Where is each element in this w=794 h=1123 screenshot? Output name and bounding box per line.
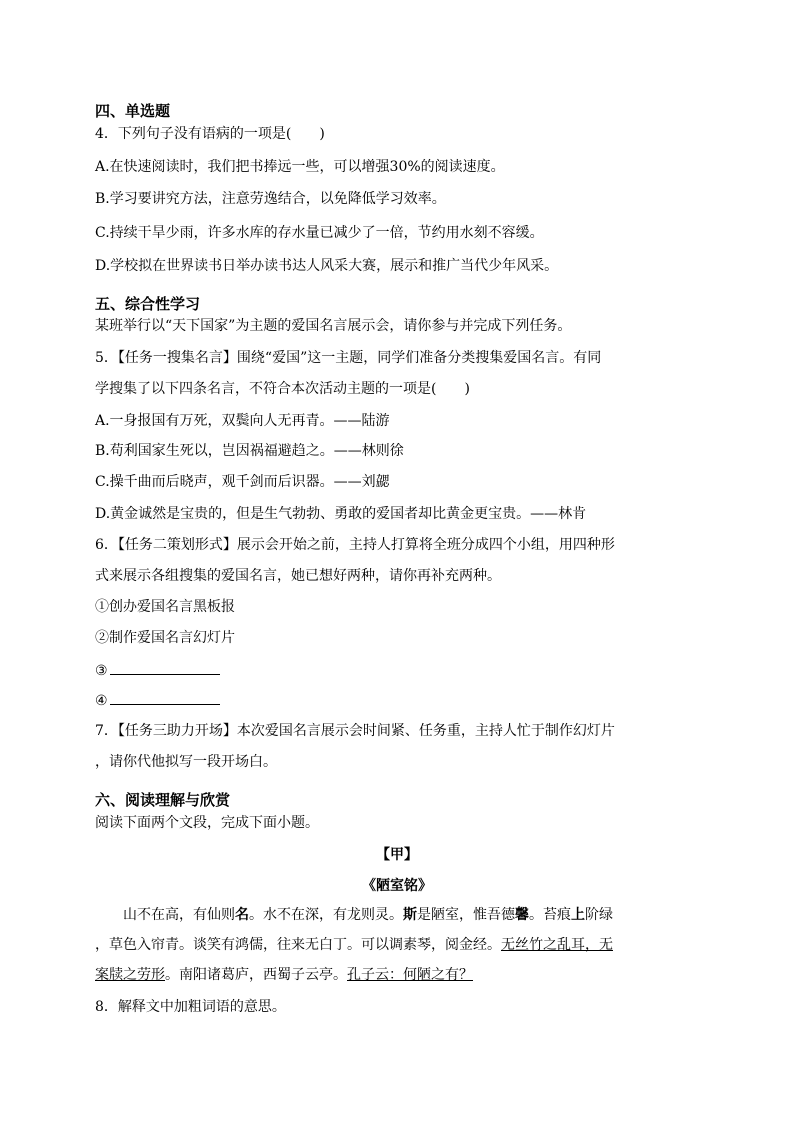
question-5-stem-line-2: 学搜集了以下四条名言，不符合本次活动主题的一项是( ) [95,381,470,397]
q6-item-1: ①创办爱国名言黑板报 [95,599,235,615]
poem-text: 阶绿 [585,907,613,923]
q4-option-b[interactable]: B.学习要讲究方法，注意劳逸结合，以免降低学习效率。 [95,191,446,207]
poem-bold-word: 上 [571,907,585,923]
question-4-stem: 4．下列句子没有语病的一项是( ) [95,126,325,142]
poem-paragraph-line-3 [95,960,701,990]
poem-paragraph-line-2 [95,930,701,960]
q5-option-a[interactable]: A.一身报国有万死，双鬓向人无再青。——陆游 [95,413,390,429]
poem-title: 《陋室铭》 [362,878,432,894]
q6-answer-blank-3[interactable] [110,660,220,675]
q6-item-4-label: ④ [95,693,108,709]
poem-text: 。苔痕 [529,907,571,923]
poem-text: 。水不在深，有龙则灵。 [249,907,403,923]
question-5-stem-line-1: 5．【任务一搜集名言】围绕“爱国”这一主题，同学们准备分类搜集爱国名言。有同 [95,350,602,366]
poem-underlined-text: 案牍之劳形 [95,967,165,983]
q5-option-c[interactable]: C.操千曲而后晓声，观千剑而后识器。——刘勰 [95,474,390,490]
poem-paragraph [95,900,701,930]
q6-item-3-label: ③ [95,663,108,679]
q4-option-d[interactable]: D.学校拟在世界读书日举办读书达人风采大赛，展示和推广当代少年风采。 [95,258,559,274]
q6-answer-blank-4[interactable] [110,690,220,705]
q5-option-b[interactable]: B.苟利国家生死以，岂因祸福避趋之。——林则徐 [95,443,404,459]
question-6-stem-line-2: 式来展示各组搜集的爱国名言，她已想好两种，请你再补充两种。 [95,568,501,584]
poem-bold-word: 斯 [403,907,417,923]
poem-text: 山不在高，有仙则 [123,907,235,923]
poem-text: ，草色入帘青。谈笑有鸿儒，往来无白丁。可以调素琴，阅金经。 [95,937,501,953]
section-4-title: 四、单选题 [95,102,171,120]
q5-option-d[interactable]: D.黄金诚然是宝贵的，但是生气勃勃、勇敢的爱国者却比黄金更宝贵。——林肯 [95,506,587,522]
poem-bold-word: 馨 [515,907,529,923]
section-5-title: 五、综合性学习 [95,295,201,313]
q4-option-a[interactable]: A.在快速阅读时，我们把书捧远一些，可以增强30%的阅读速度。 [95,159,505,175]
question-7-stem-line-1: 7．【任务三助力开场】本次爱国名言展示会时间紧、任务重，主持人忙于制作幻灯片 [95,723,615,739]
section-5-intro: 某班举行以“天下国家”为主题的爱国名言展示会，请你参与并完成下列任务。 [95,318,572,334]
q6-item-3 [95,660,705,681]
poem-bold-word: 名 [235,907,249,923]
section-6-intro: 阅读下面两个文段，完成下面小题。 [95,815,319,831]
section-6-title: 六、阅读理解与欣赏 [95,791,231,809]
question-7-stem-line-2: ，请你代他拟写一段开场白。 [95,754,277,770]
question-6-stem-line-1: 6．【任务二策划形式】展示会开始之前，主持人打算将全班分成四个小组，用四种形 [95,537,615,553]
poem-text: 。南阳诸葛庐，西蜀子云亭。 [165,967,347,983]
question-8-stem: 8．解释文中加粗词语的意思。 [95,999,286,1015]
q6-item-4 [95,690,705,711]
poem-text: 是陋室，惟吾德 [417,907,515,923]
q6-item-2: ②制作爱国名言幻灯片 [95,630,235,646]
poem-underlined-text: 孔子云：何陋之有？ [347,967,473,983]
poem-underlined-text: 无丝竹之乱耳，无 [501,937,613,953]
text-a-label: 【甲】 [376,847,418,863]
q4-option-c[interactable]: C.持续干旱少雨，许多水库的存水量已减少了一倍，节约用水刻不容缓。 [95,225,544,241]
